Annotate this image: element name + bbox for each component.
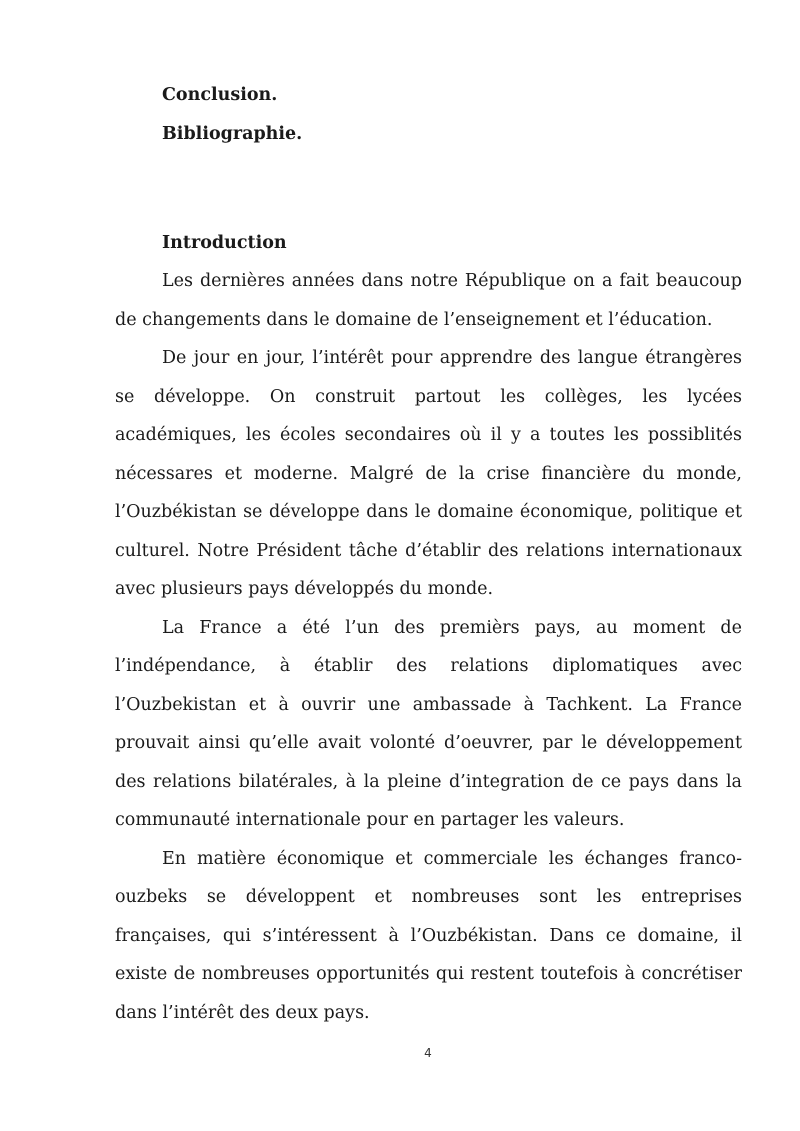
- paragraph: La France a été l’un des premièrs pays, au moment de l’indépendance, à établir des relations diplomatiques avec l’Ouzbekistan et à ouvrir une ambassade à Tachkent. La France prouvait ainsi qu’elle avait volonté d’oeuvrer, par le développement des relations bilatérales, à la pleine d’integration de ce pays dans la communauté internationale pour en partager les valeurs.: [115, 617, 742, 830]
- paragraph: En matière économique et commerciale les échanges franco-ouzbeks se développent et nombreuses sont les entreprises françaises, qui s’intéressent à l’Ouzbékistan. Dans ce domaine, il existe de nombreuses opportunités qui restent toutefois à concrétiser dans l’intérêt des deux pays.: [115, 848, 742, 1023]
- table-of-contents: [162, 76, 302, 153]
- section-title: Introduction: [162, 233, 287, 253]
- page-number: 4: [424, 1046, 432, 1060]
- section-body: [115, 262, 742, 1032]
- paragraph: De jour en jour, l’intérêt pour apprendre des langue étrangères se développe. On construit partout les collèges, les lycées académiques, les écoles secondaires où il y a toutes les possiblités nécessares et moderne. Malgré de la crise financière du monde, l’Ouzbékistan se développe dans le domaine économique, politique et culturel. Notre Président tâche d’établir des relations internationaux avec plusieurs pays développés du monde.: [115, 348, 742, 599]
- toc-item-bibliography: Bibliographie.: [162, 123, 303, 144]
- paragraph: Les dernières années dans notre République on a fait beaucoup de changements dans le domaine de l’enseignement et l’éducation.: [115, 271, 742, 330]
- toc-item-conclusion: Conclusion.: [162, 85, 278, 105]
